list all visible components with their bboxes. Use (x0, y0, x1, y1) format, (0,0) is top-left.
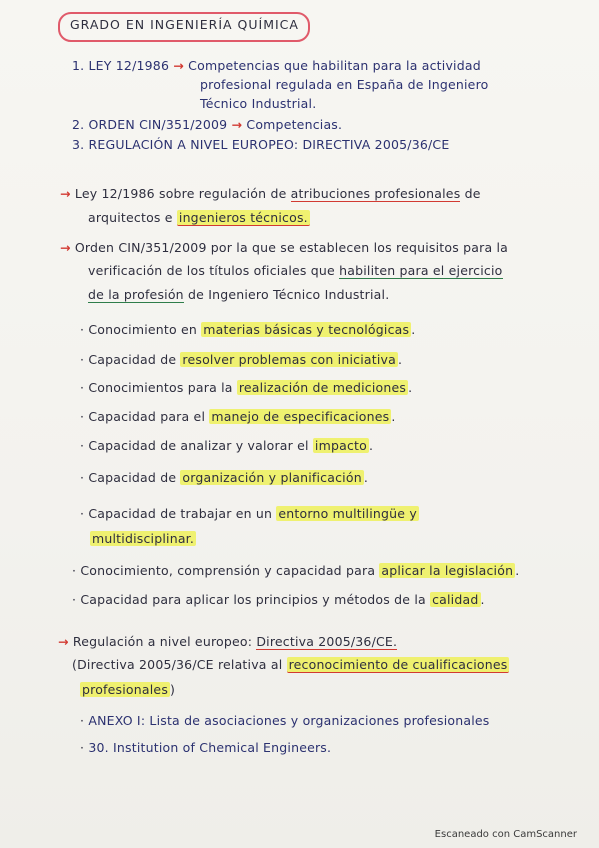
competencia-highlight: impacto (314, 438, 367, 453)
europa-paragraph-line3 (80, 682, 175, 697)
competencia-text: Conocimiento, comprensión y capacidad para (80, 563, 376, 578)
competencia-continuation (90, 531, 196, 546)
competencia-item: · Conocimiento en materias básicas y tecnológicas . (80, 322, 416, 337)
arrow-icon: → (60, 240, 71, 255)
europa-underlined: Directiva 2005/36/CE. (256, 634, 398, 649)
intro-item-1 (72, 58, 481, 73)
competencia-highlight: entorno multilingüe y (278, 506, 417, 521)
competencia-highlight: aplicar la legislación (381, 563, 514, 578)
competencia-end: . (408, 380, 413, 395)
anexo-item: · 30. Institution of Chemical Engineers. (80, 740, 332, 755)
competencia-text: Capacidad para el (88, 409, 206, 424)
europa-paragraph-line2 (72, 657, 509, 672)
anexo-item: · ANEXO I: Lista de asociaciones y organizaciones profesionales (80, 713, 490, 728)
intro-item-3-text: DIRECTIVA 2005/36/CE (302, 137, 450, 152)
competencia-highlight: resolver problemas con iniciativa (182, 352, 396, 367)
arrow-icon: → (173, 58, 184, 73)
competencia-item: · Capacidad de resolver problemas con iniciativa . (80, 352, 403, 367)
competencia-item: · Conocimientos para la realización de mediciones . (80, 380, 413, 395)
competencia-end: . (480, 592, 485, 607)
ley-paragraph-line1 (60, 186, 481, 201)
competencia-highlight: manejo de especificaciones (211, 409, 390, 424)
anexo-text: ANEXO I: Lista de asociaciones y organizaciones profesionales (88, 713, 490, 728)
intro-item-1-line2: profesional regulada en España de Ingeniero (200, 77, 489, 92)
ley-underlined: atribuciones profesionales (290, 186, 461, 201)
arrow-icon: → (58, 634, 69, 649)
competencia-text: Conocimiento en (88, 322, 198, 337)
competencia-end: . (369, 438, 374, 453)
ley-paragraph-line2 (88, 210, 310, 225)
competencia-extra-item: · Capacidad para aplicar los principios y métodos de la calidad . (72, 592, 485, 607)
europa-text-2: (Directiva 2005/36/CE relativa al (72, 657, 283, 672)
competencia-text: Capacidad de analizar y valorar el (88, 438, 309, 453)
intro-item-1-line3: Técnico Industrial. (200, 96, 317, 111)
competencia-item: · Capacidad de analizar y valorar el impacto . (80, 438, 374, 453)
europa-text-1: Regulación a nivel europeo: (72, 634, 253, 649)
ley-text-2: arquitectos e (88, 210, 173, 225)
competencia-end: . (515, 563, 520, 578)
competencia-item: · Capacidad de trabajar en un entorno multilingüe y (80, 506, 417, 521)
anexo-text: 30. Institution of Chemical Engineers. (88, 740, 332, 755)
ley-text: Ley 12/1986 sobre regulación de (74, 186, 287, 201)
competencia-item: · Capacidad de organización y planificación . (80, 470, 369, 485)
competencia-highlight: multidisciplinar. (92, 531, 195, 546)
intro-item-1-label: 1. LEY 12/1986 (72, 58, 170, 73)
ley-text-end: de (464, 186, 481, 201)
competencia-text: Capacidad para aplicar los principios y métodos de la (80, 592, 426, 607)
orden-text-3: de Ingeniero Técnico Industrial. (188, 287, 390, 302)
orden-underlined-1: habiliten para el ejercicio (339, 263, 503, 278)
ley-highlight: ingenieros técnicos. (178, 210, 308, 225)
intro-item-2 (72, 117, 342, 132)
intro-item-2-text: Competencias. (246, 117, 343, 132)
orden-text-1: Orden CIN/351/2009 por la que se establecen los requisitos para la (74, 240, 509, 255)
competencia-item: · Capacidad para el manejo de especificaciones . (80, 409, 396, 424)
orden-underlined-2: de la profesión (88, 287, 184, 302)
competencia-extra-item: · Conocimiento, comprensión y capacidad para aplicar la legislación . (72, 563, 520, 578)
intro-item-3-label: 3. REGULACIÓN A NIVEL EUROPEO: (72, 137, 299, 152)
intro-item-3 (72, 137, 449, 152)
competencia-text: Capacidad de (88, 352, 177, 367)
orden-paragraph-line3 (88, 287, 389, 302)
competencia-end: . (391, 409, 396, 424)
competencia-highlight: realización de mediciones (238, 380, 407, 395)
orden-text-2: verificación de los títulos oficiales que (88, 263, 335, 278)
arrow-icon: → (231, 117, 243, 132)
competencia-text: Conocimientos para la (88, 380, 233, 395)
europa-paragraph-line1 (58, 634, 397, 649)
competencia-highlight: organización y planificación (182, 470, 362, 485)
europa-text-3: ) (170, 682, 176, 697)
competencia-text: Capacidad de trabajar en un (88, 506, 273, 521)
europa-highlight-2: profesionales (82, 682, 169, 697)
competencia-highlight: materias básicas y tecnológicas (203, 322, 410, 337)
page-title: GRADO EN INGENIERÍA QUÍMICA (70, 17, 299, 32)
intro-item-1-text: Competencias que habilitan para la actividad (188, 58, 481, 73)
intro-item-2-label: 2. ORDEN CIN/351/2009 (72, 117, 228, 132)
orden-paragraph-line1 (60, 240, 508, 255)
competencia-end: . (363, 470, 369, 485)
scanner-watermark: Escaneado con CamScanner (434, 829, 577, 840)
competencia-end: . (411, 322, 416, 337)
competencia-end: . (397, 352, 403, 367)
competencia-highlight: calidad (432, 592, 479, 607)
competencia-text: Capacidad de (88, 470, 177, 485)
arrow-icon: → (60, 186, 71, 201)
orden-paragraph-line2 (88, 263, 503, 278)
europa-highlight-1: reconocimiento de cualificaciones (288, 657, 508, 672)
